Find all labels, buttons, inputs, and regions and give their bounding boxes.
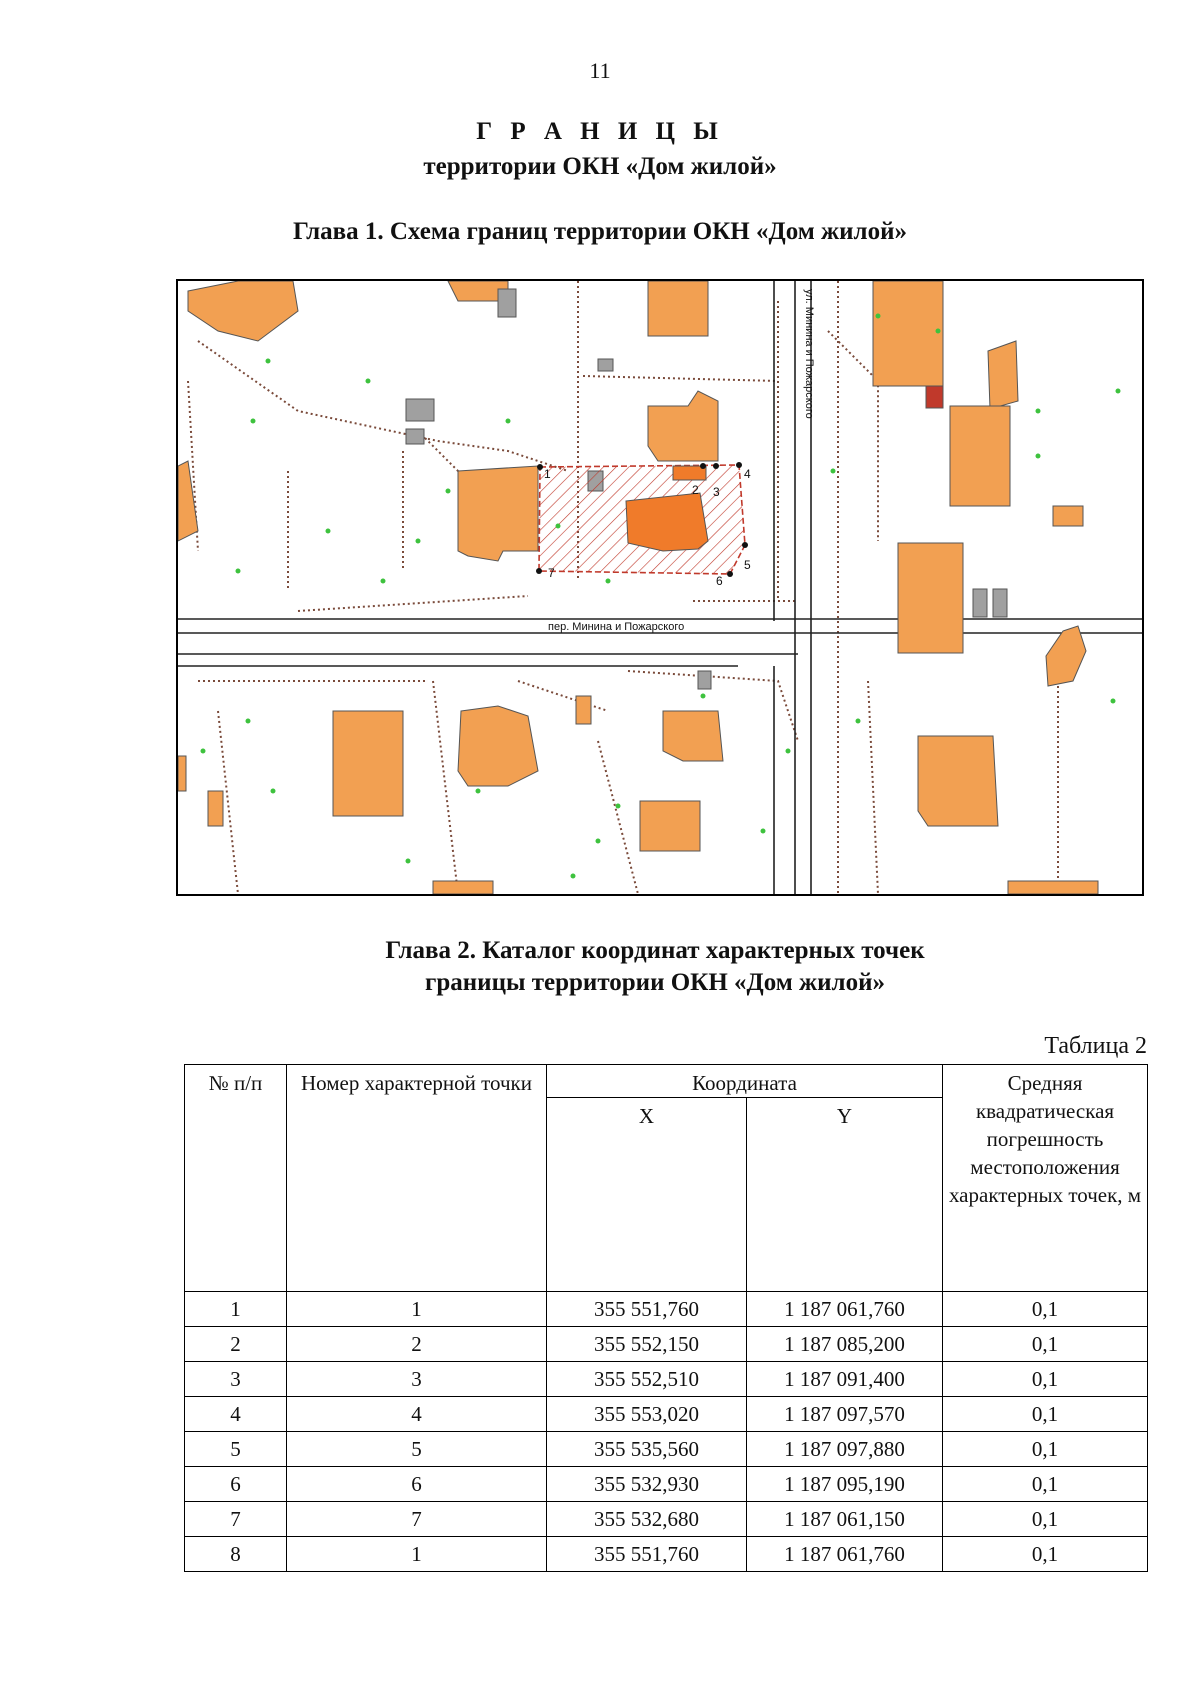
cell-point: 3	[287, 1362, 547, 1397]
cell-x: 355 553,020	[547, 1397, 747, 1432]
map-buildings	[178, 281, 1098, 894]
cell-x: 355 551,760	[547, 1292, 747, 1327]
cell-y: 1 187 097,880	[747, 1432, 943, 1467]
table-row	[185, 1502, 1148, 1537]
cell-num: 1	[185, 1292, 287, 1327]
table-row	[185, 1362, 1148, 1397]
cell-num: 5	[185, 1432, 287, 1467]
table-row	[185, 1432, 1148, 1467]
map-point-6: 6	[716, 574, 723, 588]
map-street-horizontal-label: пер. Минина и Пожарского	[548, 621, 685, 633]
table-row	[185, 1397, 1148, 1432]
cell-error: 0,1	[943, 1502, 1148, 1537]
cell-point: 1	[287, 1537, 547, 1572]
map-point-5: 5	[744, 558, 751, 572]
map-street-vertical-label: ул. Минина и Пожарского	[803, 289, 815, 419]
cell-x: 355 532,680	[547, 1502, 747, 1537]
cell-num: 7	[185, 1502, 287, 1537]
cell-point: 5	[287, 1432, 547, 1467]
header-error: Средняя квадратическая погрешность местоположения характерных точек, м	[943, 1065, 1148, 1292]
map-point-7: 7	[548, 566, 555, 580]
cell-y: 1 187 091,400	[747, 1362, 943, 1397]
chapter1-title: Глава 1. Схема границ территории ОКН «Дом жилой»	[293, 218, 907, 245]
cell-y: 1 187 061,760	[747, 1292, 943, 1327]
map-red-building	[926, 386, 943, 408]
boundary-scheme-map	[176, 279, 1144, 896]
cell-x: 355 552,150	[547, 1327, 747, 1362]
map-point-4: 4	[744, 467, 751, 481]
cell-y: 1 187 061,760	[747, 1537, 943, 1572]
cell-num: 3	[185, 1362, 287, 1397]
table-row	[185, 1327, 1148, 1362]
cell-y: 1 187 097,570	[747, 1397, 943, 1432]
header-coord: Координата	[547, 1065, 943, 1098]
map-point-1: 1	[544, 467, 551, 481]
cell-x: 355 552,510	[547, 1362, 747, 1397]
page-number: 11	[589, 58, 611, 83]
cell-num: 6	[185, 1467, 287, 1502]
cell-num: 8	[185, 1537, 287, 1572]
cell-error: 0,1	[943, 1292, 1148, 1327]
table-row	[185, 1537, 1148, 1572]
map-point-3: 3	[713, 485, 720, 499]
header-num: № п/п	[185, 1065, 287, 1292]
header-x: X	[547, 1098, 747, 1292]
heading-boundaries: Г Р А Н И Ц Ы	[476, 118, 724, 145]
cell-y: 1 187 061,150	[747, 1502, 943, 1537]
cell-error: 0,1	[943, 1327, 1148, 1362]
cell-x: 355 532,930	[547, 1467, 747, 1502]
table-row	[185, 1292, 1148, 1327]
cell-x: 355 551,760	[547, 1537, 747, 1572]
chapter2-title-line1: Глава 2. Каталог координат характерных точек	[385, 937, 925, 964]
heading-territory: территории ОКН «Дом жилой»	[423, 153, 777, 180]
cell-error: 0,1	[943, 1537, 1148, 1572]
cell-num: 4	[185, 1397, 287, 1432]
coordinates-table	[184, 1064, 1148, 1572]
cell-error: 0,1	[943, 1362, 1148, 1397]
cell-num: 2	[185, 1327, 287, 1362]
cell-error: 0,1	[943, 1397, 1148, 1432]
cell-x: 355 535,560	[547, 1432, 747, 1467]
cell-point: 1	[287, 1292, 547, 1327]
chapter2-title-line2: границы территории ОКН «Дом жилой»	[425, 969, 885, 996]
header-point: Номер характерной точки	[287, 1065, 547, 1292]
cell-point: 2	[287, 1327, 547, 1362]
header-y: Y	[747, 1098, 943, 1292]
okn-residential-house	[626, 493, 708, 551]
cell-error: 0,1	[943, 1432, 1148, 1467]
map-point-2: 2	[692, 483, 699, 497]
cell-point: 6	[287, 1467, 547, 1502]
cell-point: 4	[287, 1397, 547, 1432]
table-row	[185, 1467, 1148, 1502]
cell-y: 1 187 095,190	[747, 1467, 943, 1502]
cell-error: 0,1	[943, 1467, 1148, 1502]
cell-point: 7	[287, 1502, 547, 1537]
table-caption: Таблица 2	[1044, 1033, 1147, 1059]
cell-y: 1 187 085,200	[747, 1327, 943, 1362]
